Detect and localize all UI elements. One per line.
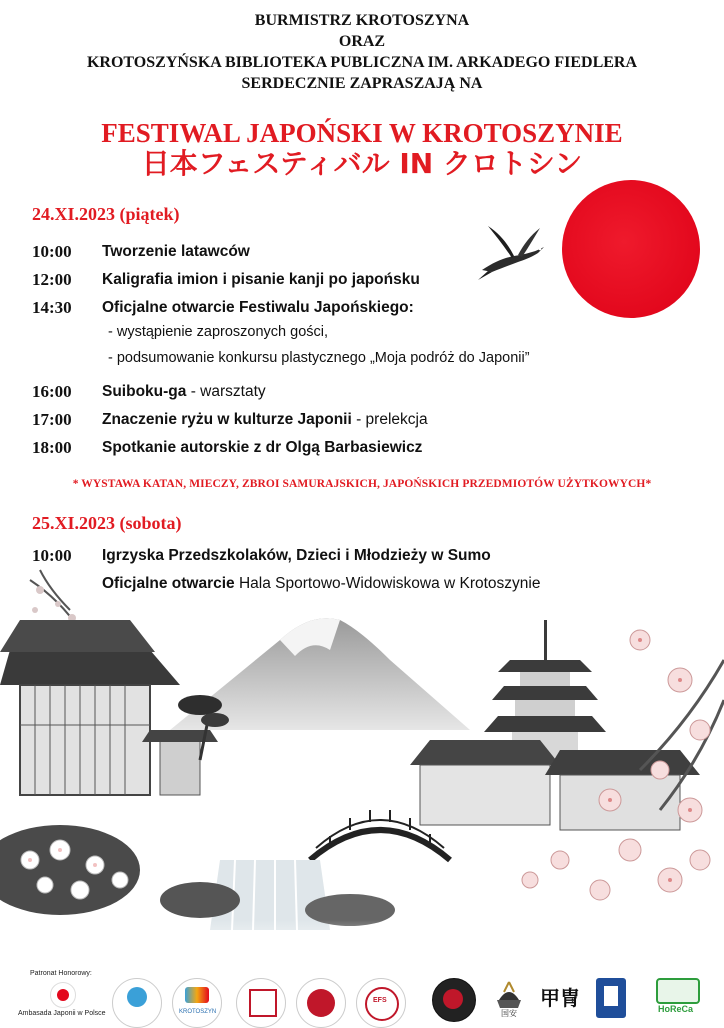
exhibition-notice: * WYSTAWA KATAN, MIECZY, ZBROI SAMURAJSKICH, JAPOŃSKICH PRZEDMIOTÓW UŻYTKOWYCH* bbox=[72, 478, 652, 490]
event-title: Suiboku-ga - warsztaty bbox=[102, 383, 266, 400]
title-polish: FESTIWAL JAPOŃSKI W KROTOSZYNIE bbox=[101, 118, 623, 148]
event-time: 12:00 bbox=[32, 270, 72, 289]
dark-emblem-logo bbox=[432, 978, 476, 1022]
title-japanese: 日本フェスティバル IN クロトシン bbox=[141, 147, 583, 180]
event-title: Igrzyska Przedszkolaków, Dzieci i Młodzieży w Sumo bbox=[102, 547, 491, 564]
efs-logo-text: EFS bbox=[373, 997, 387, 1004]
header-line-2: ORAZ bbox=[338, 33, 386, 50]
horeca-logo-text: HoReCa bbox=[658, 1004, 694, 1014]
sub-item: - podsumowanie konkursu plastycznego „Moja podróż do Japonii” bbox=[108, 350, 530, 366]
event-title: Oficjalne otwarcie Festiwalu Japońskiego: bbox=[102, 299, 414, 316]
ambassador-label: Ambasada Japonii w Polsce bbox=[18, 1010, 106, 1017]
patronat-label: Patronat Honorowy: bbox=[30, 970, 92, 977]
event-title: Spotkanie autorskie z dr Olgą Barbasiewicz bbox=[102, 439, 423, 456]
red-sun-circle bbox=[562, 180, 700, 318]
event-title: Tworzenie latawców bbox=[102, 243, 250, 260]
svg-text:国安: 国安 bbox=[501, 1009, 517, 1018]
school-badge-logo bbox=[596, 978, 626, 1018]
event-title: Znaczenie ryżu w kulturze Japonii - prelekcja bbox=[102, 411, 428, 428]
samurai-helmet-icon bbox=[494, 978, 524, 1018]
event-title: Kaligrafia imion i pisanie kanji po japońsku bbox=[102, 271, 420, 288]
event-time: 17:00 bbox=[32, 410, 72, 429]
swallow-bird-icon bbox=[474, 222, 554, 282]
japan-flag-icon bbox=[50, 982, 76, 1008]
day2-date: 25.XI.2023 (sobota) bbox=[32, 513, 182, 533]
yosinda-studio-logo bbox=[236, 978, 286, 1028]
krotoszyn-logo-text: KROTOSZYN bbox=[179, 1009, 217, 1015]
organizers-header bbox=[0, 10, 724, 94]
festival-title bbox=[0, 118, 724, 180]
japanese-landscape-illustration bbox=[0, 560, 724, 960]
sub-item: - wystąpienie zaproszonych gości, bbox=[108, 324, 329, 340]
event-time: 14:30 bbox=[32, 298, 72, 317]
event-time: 18:00 bbox=[32, 438, 72, 457]
efs-logo bbox=[356, 978, 406, 1028]
library-logo bbox=[112, 978, 162, 1028]
horeca-logo bbox=[652, 978, 700, 1018]
event-time: 10:00 bbox=[32, 242, 72, 261]
krotoszyn-logo bbox=[172, 978, 222, 1028]
header-line-1: BURMISTRZ KROTOSZYNA bbox=[254, 12, 470, 29]
event-time: 16:00 bbox=[32, 382, 72, 401]
event-title: Oficjalne otwarcie Hala Sportowo-Widowiskowa w Krotoszynie bbox=[102, 575, 541, 592]
header-line-4: SERDECZNIE ZAPRASZAJĄ NA bbox=[241, 75, 483, 92]
event-time: 10:00 bbox=[32, 546, 72, 565]
day1-date: 24.XI.2023 (piątek) bbox=[32, 204, 180, 224]
header-line-3: KROTOSZYŃSKA BIBLIOTEKA PUBLICZNA IM. ARKADEGO FIEDLERA bbox=[86, 54, 638, 71]
armor-kanji-logo: 甲冑 bbox=[540, 986, 580, 1010]
red-seal-logo bbox=[296, 978, 346, 1028]
